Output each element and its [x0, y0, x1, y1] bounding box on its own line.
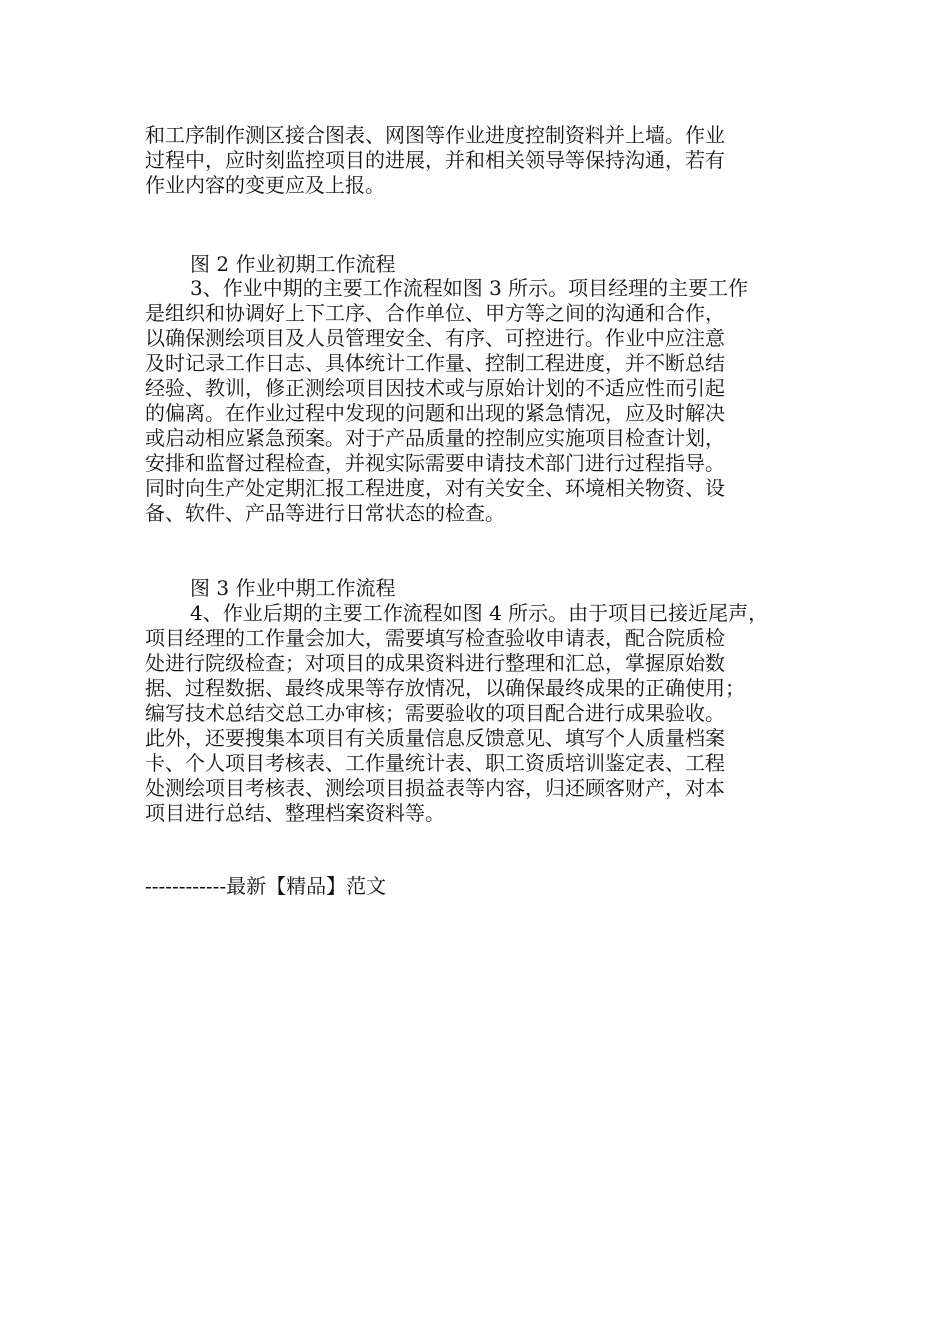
paragraph-line: 处测绘项目考核表、测绘项目损益表等内容，归还顾客财产，对本 [145, 776, 725, 800]
paragraph-line: 4、作业后期的主要工作流程如图 4 所示。由于项目已接近尾声， [190, 601, 769, 625]
paragraph-line: 项目进行总结、整理档案资料等。 [145, 801, 445, 825]
paragraph-line: 以确保测绘项目及人员管理安全、有序、可控进行。作业中应注意 [145, 326, 725, 350]
paragraph-line: 此外，还要搜集本项目有关质量信息反馈意见、填写个人质量档案 [145, 726, 725, 750]
paragraph-line: 编写技术总结交总工办审核；需要验收的项目配合进行成果验收。 [145, 701, 725, 725]
paragraph-line: 卡、个人项目考核表、工作量统计表、职工资质培训鉴定表、工程 [145, 751, 725, 775]
paragraph-line: 或启动相应紧急预案。对于产品质量的控制应实施项目检查计划， [145, 426, 725, 450]
paragraph-line: 备、软件、产品等进行日常状态的检查。 [145, 501, 505, 525]
paragraph-line: 及时记录工作日志、具体统计工作量、控制工程进度，并不断总结 [145, 351, 725, 375]
paragraph-line: 过程中，应时刻监控项目的进展，并和相关领导等保持沟通，若有 [145, 148, 725, 172]
paragraph-line: 的偏离。在作业过程中发现的问题和出现的紧急情况，应及时解决 [145, 401, 725, 425]
paragraph-line: 同时向生产处定期汇报工程进度，对有关安全、环境相关物资、设 [145, 476, 725, 500]
footer-text: ------------最新【精品】范文 [145, 874, 387, 898]
paragraph-line: 经验、教训，修正测绘项目因技术或与原始计划的不适应性而引起 [145, 376, 725, 400]
paragraph-line: 作业内容的变更应及上报。 [145, 173, 385, 197]
paragraph-line: 和工序制作测区接合图表、网图等作业进度控制资料并上墙。作业 [145, 123, 725, 147]
paragraph-line: 3、作业中期的主要工作流程如图 3 所示。项目经理的主要工作 [190, 276, 749, 300]
paragraph-line: 据、过程数据、最终成果等存放情况，以确保最终成果的正确使用； [145, 676, 745, 700]
paragraph-line: 处进行院级检查；对项目的成果资料进行整理和汇总，掌握原始数 [145, 651, 725, 675]
paragraph-line: 是组织和协调好上下工序、合作单位、甲方等之间的沟通和合作， [145, 301, 725, 325]
figure-caption: 图 2 作业初期工作流程 [190, 252, 396, 276]
paragraph-line: 安排和监督过程检查，并视实际需要申请技术部门进行过程指导。 [145, 451, 725, 475]
paragraph-line: 项目经理的工作量会加大，需要填写检查验收申请表，配合院质检 [145, 626, 725, 650]
figure-caption: 图 3 作业中期工作流程 [190, 576, 396, 600]
